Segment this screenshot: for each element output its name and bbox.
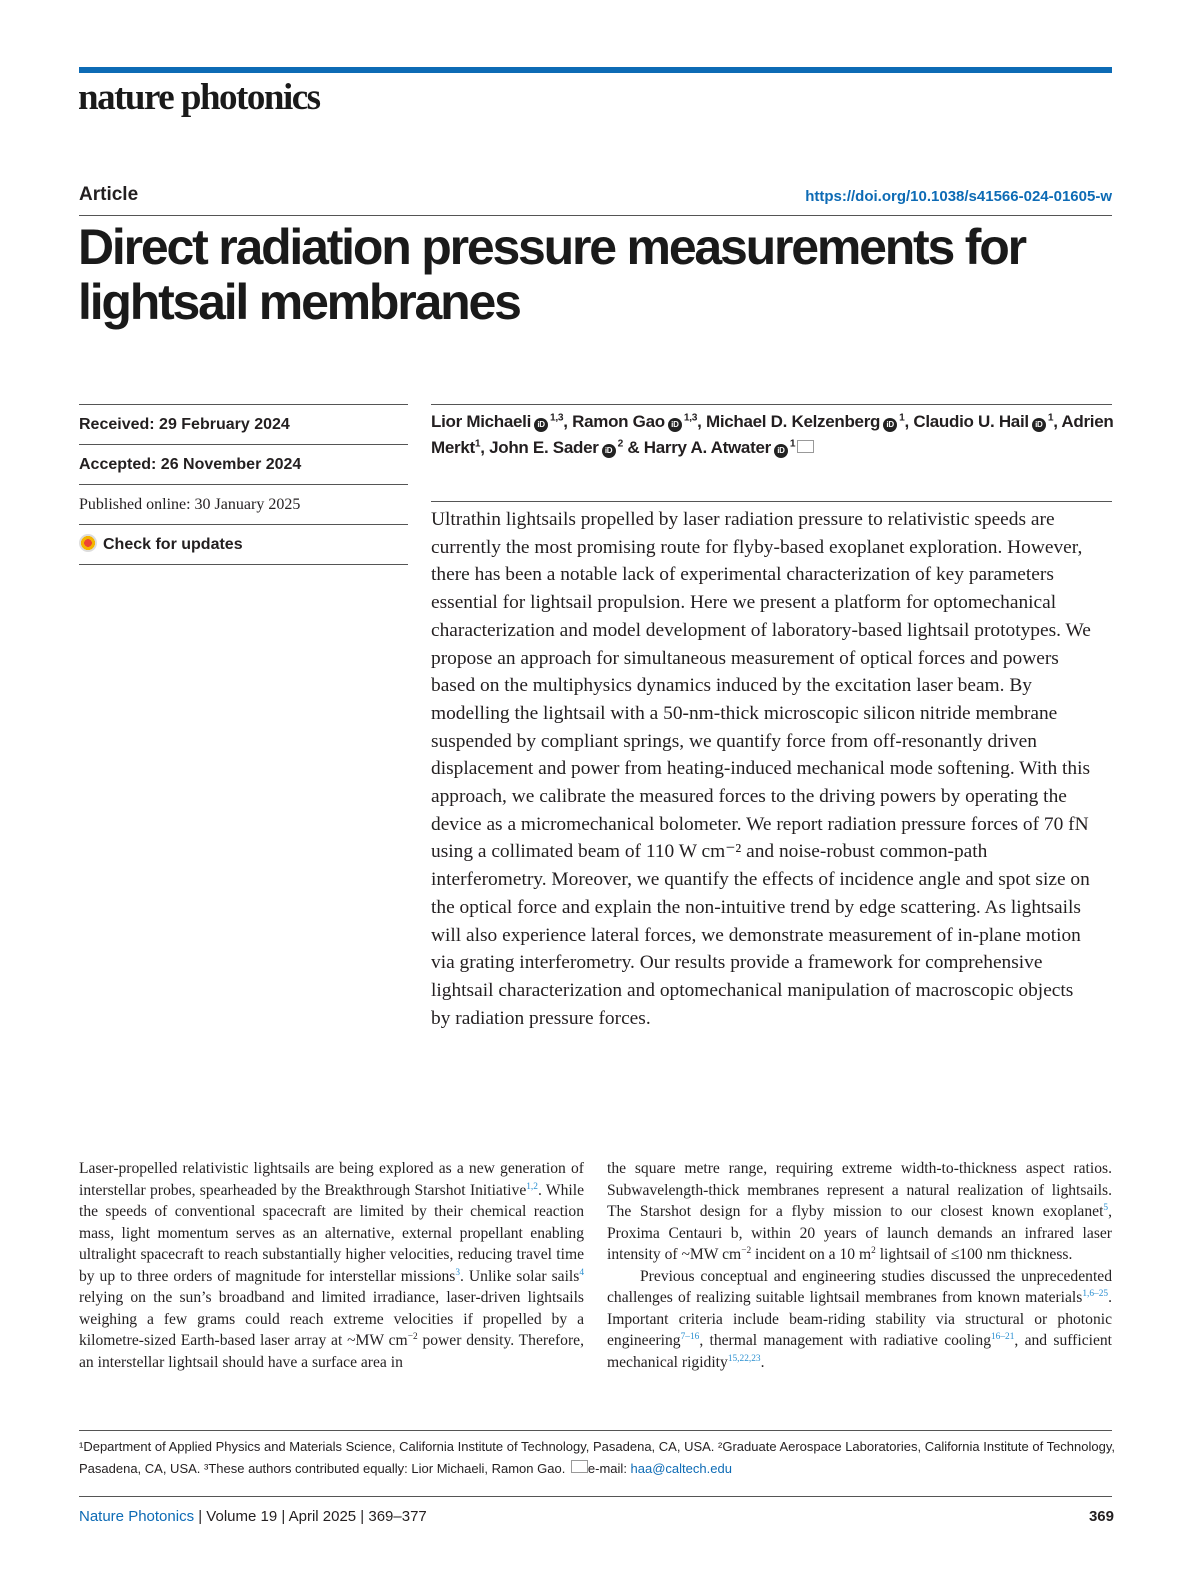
citation-ref: 1,6–25 bbox=[1082, 1288, 1109, 1299]
author-name: Ramon Gao bbox=[572, 412, 665, 431]
email-icon bbox=[571, 1460, 588, 1473]
orcid-icon[interactable]: iD bbox=[602, 444, 616, 458]
author-name: Adrien Merkt bbox=[431, 412, 1114, 457]
superscript: −2 bbox=[741, 1245, 752, 1256]
body-paragraph bbox=[79, 1158, 584, 1373]
divider bbox=[431, 501, 1112, 502]
article-type: Article bbox=[79, 184, 139, 205]
author-list bbox=[431, 409, 1121, 461]
doi-link[interactable]: https://doi.org/10.1038/s41566-024-01605-w bbox=[805, 188, 1112, 205]
body-text: , and sufficient mechanical rigidity bbox=[607, 1332, 1112, 1371]
superscript: 2 bbox=[871, 1245, 876, 1256]
divider bbox=[431, 404, 1112, 405]
abstract: Ultrathin lightsails propelled by laser radiation pressure to relativistic speeds are currently the most promising route for flyby-based exoplanet exploration. However, there has been a notable lack of experimental characterization of key parameters essential for lightsail propulsion. Here we present a platform for optomechanical characterization and model development of laboratory-based lightsail prototypes. We propose an approach for simultaneous measurement of optical forces and powers based on the multiphysics dynamics induced by the excitation laser beam. By modelling the lightsail with a 50-nm-thick microscopic silicon nitride membrane suspended by compliant springs, we quantify force from off-resonantly driven displacement and power from heating-induced mechanical mode softening. With this approach, we calibrate the measured forces to the driving powers by operating the device as a micromechanical bolometer. We report radiation pressure forces of 70 fN using a collimated beam of 110 W cm⁻² and noise-robust common-path interferometry. Moreover, we quantify the effects of incidence angle and spot size on the optical force and explain the non-intuitive trend by edge scattering. As lightsails will also experience lateral forces, we demonstrate measurement of in-plane motion via grating interferometry. Our results provide a framework for comprehensive lightsail characterization and optomechanical manipulation of macroscopic objects by radiation pressure forces. bbox=[431, 509, 1091, 1029]
citation-ref: 7–16 bbox=[680, 1331, 700, 1342]
body-text: relying on the sun’s broadband and limited irradiance, laser-driven lightsails weighing a few grams could reach extreme velocities if propelled by a kilometre-sized Earth-based laser array at ~MW cm bbox=[79, 1289, 584, 1349]
body-text: , thermal management with radiative cooling bbox=[699, 1332, 991, 1349]
body-text: power density. Therefore, an interstellar lightsail should have a surface area in bbox=[79, 1332, 584, 1371]
body-text: . While the speeds of conventional spacecraft are limited by their chemical reaction mass, light momentum serves as an alternative, external propellant enabling ultralight spacecraft to reach substantially higher velocities, reducing travel time by up to three orders of magnitude for interstellar missions bbox=[79, 1181, 584, 1285]
citation-ref: 5 bbox=[1103, 1202, 1109, 1213]
brand-bar bbox=[79, 67, 1112, 73]
author-name: John E. Sader bbox=[489, 438, 599, 457]
citation-ref: 4 bbox=[579, 1267, 584, 1278]
author-separator: , bbox=[563, 412, 573, 431]
body-text: lightsail of ≤100 nm thickness. bbox=[875, 1246, 1073, 1263]
body-column-left bbox=[79, 1158, 584, 1373]
email-link[interactable]: haa@caltech.edu bbox=[630, 1461, 732, 1476]
author-name: Harry A. Atwater bbox=[643, 438, 771, 457]
divider bbox=[79, 1496, 1112, 1497]
email-icon[interactable] bbox=[797, 440, 814, 453]
author-name: Michael D. Kelzenberg bbox=[705, 412, 881, 431]
body-paragraph bbox=[607, 1158, 1112, 1266]
affiliations bbox=[79, 1436, 1119, 1480]
page-number: 369 bbox=[1088, 1508, 1114, 1525]
body-text: incident on a 10 m bbox=[751, 1246, 872, 1263]
body-text: , Proxima Centauri b, within 20 years of launch demands an infrared laser intensity of ~MW cm bbox=[607, 1203, 1112, 1263]
citation-ref: 15,22,23 bbox=[727, 1353, 761, 1364]
received-date: Received: 29 February 2024 bbox=[79, 404, 408, 444]
accepted-date: Accepted: 26 November 2024 bbox=[79, 444, 408, 484]
check-updates-button[interactable] bbox=[79, 524, 408, 565]
body-column-right bbox=[607, 1158, 1112, 1373]
superscript: −2 bbox=[407, 1331, 418, 1342]
body-text: . bbox=[760, 1353, 765, 1371]
check-updates-label: Check for updates bbox=[103, 536, 243, 553]
orcid-icon[interactable]: iD bbox=[774, 444, 788, 458]
footer-journal: Nature Photonics bbox=[79, 1508, 195, 1525]
orcid-icon[interactable]: iD bbox=[668, 418, 682, 432]
author-affiliation: 1,3 bbox=[550, 412, 564, 424]
author-name: Lior Michaeli bbox=[431, 412, 532, 431]
orcid-icon[interactable]: iD bbox=[883, 418, 897, 432]
author-affiliation: 1,3 bbox=[683, 412, 698, 424]
body-text: . Unlike solar sails bbox=[460, 1267, 580, 1285]
author-separator: , bbox=[697, 412, 706, 431]
article-history bbox=[79, 404, 408, 565]
email-label: e-mail: bbox=[587, 1461, 631, 1476]
footer-details: | Volume 19 | April 2025 | 369–377 bbox=[194, 1508, 427, 1525]
author-name: Claudio U. Hail bbox=[913, 412, 1029, 431]
journal-logo: nature photonics bbox=[78, 77, 320, 118]
author-affiliation: 2 bbox=[617, 438, 623, 450]
divider bbox=[79, 215, 1112, 216]
page-title: Direct radiation pressure measurements for lightsail membranes bbox=[78, 219, 1025, 330]
affiliations-text: ¹Department of Applied Physics and Materials Science, California Institute of Technology, Pasadena, CA, USA. ²Graduate Aerospace Laboratories, California Institute of Technology, Pasadena, CA, USA. ³These authors contributed equally: Lior Michaeli, Ramon Gao. bbox=[79, 1439, 1115, 1476]
citation-ref: 1,2 bbox=[526, 1181, 538, 1192]
author-affiliation: 1 bbox=[899, 412, 905, 424]
author-separator: & bbox=[622, 438, 644, 457]
body-text: Laser-propelled relativistic lightsails are being explored as a new generation of interstellar probes, spearheaded by the Breakthrough Starshot Initiative bbox=[79, 1160, 584, 1199]
body-text: Previous conceptual and engineering studies discussed the unprecedented challenges of realizing suitable lightsail membranes from known materials bbox=[607, 1267, 1112, 1306]
author-affiliation: 1 bbox=[474, 438, 481, 450]
orcid-icon[interactable]: iD bbox=[534, 418, 548, 432]
orcid-icon[interactable]: iD bbox=[1032, 418, 1046, 432]
author-affiliation: 1 bbox=[1047, 412, 1054, 424]
published-date: Published online: 30 January 2025 bbox=[79, 484, 408, 524]
citation-ref: 16–21 bbox=[991, 1331, 1015, 1342]
author-separator: , bbox=[480, 438, 490, 457]
body-paragraph bbox=[607, 1266, 1112, 1374]
divider bbox=[79, 1430, 1112, 1431]
citation-ref: 3 bbox=[455, 1267, 461, 1278]
author-affiliation: 1 bbox=[789, 438, 796, 450]
check-updates-icon bbox=[79, 534, 97, 552]
footer-citation bbox=[79, 1508, 427, 1525]
author-separator: , bbox=[904, 412, 914, 431]
author-separator: , bbox=[1053, 412, 1062, 431]
body-text: the square metre range, requiring extreme width-to-thickness aspect ratios. Subwavelength-thick membranes represent a natural realization of lightsails. The Starshot design for a flyby mission to our closest known exoplanet bbox=[607, 1160, 1112, 1220]
body-text: . Important criteria include beam-riding stability via structural or photonic engineering bbox=[607, 1289, 1112, 1349]
